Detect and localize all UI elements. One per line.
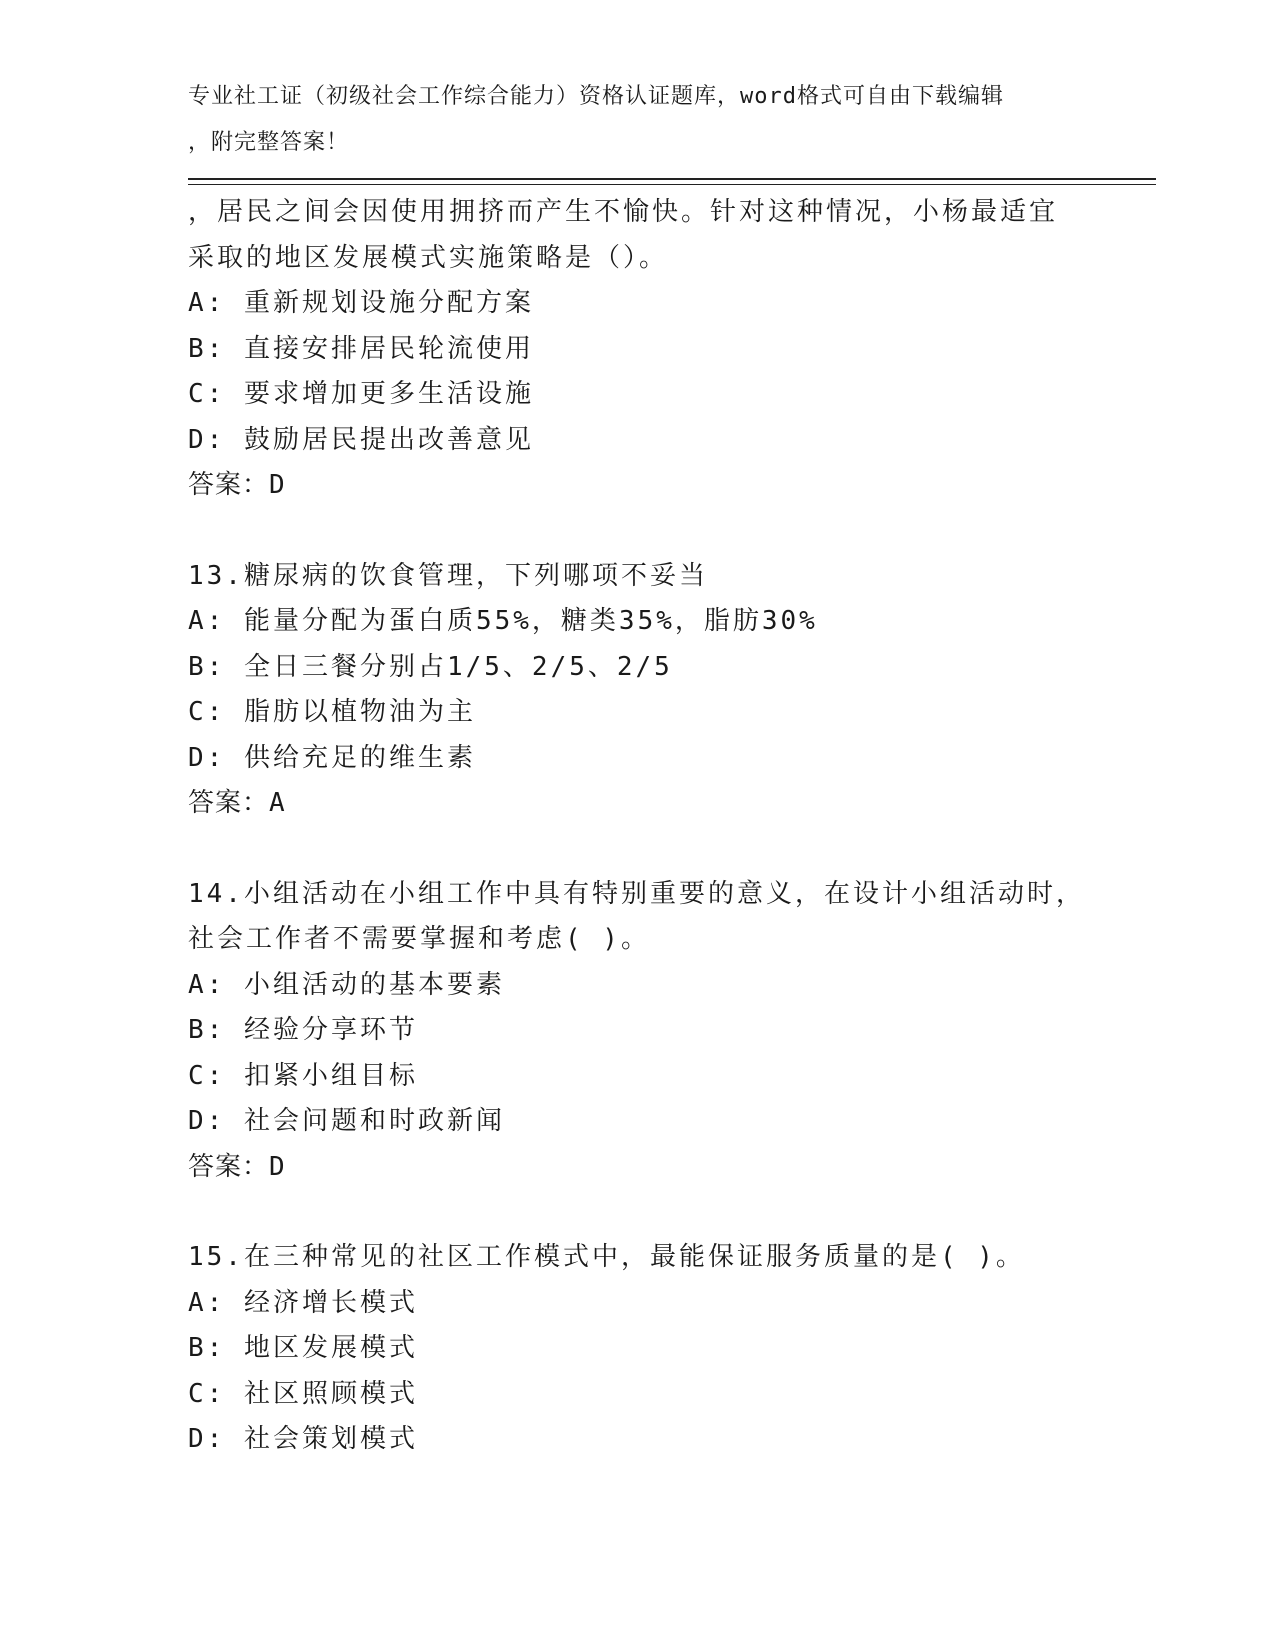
option-c: C: 脂肪以植物油为主	[188, 697, 476, 727]
header-line: ，附完整答案！	[188, 129, 350, 155]
option-d: D: 社会问题和时政新闻	[188, 1106, 505, 1136]
question-stem: 13.糖尿病的饮食管理，下列哪项不妥当	[188, 560, 708, 591]
answer: 答案：D	[188, 470, 286, 500]
option-a: A: 重新规划设施分配方案	[188, 288, 534, 318]
option-c: C: 要求增加更多生活设施	[188, 379, 534, 409]
spacer	[188, 1190, 1088, 1235]
question-stem: 15.在三种常见的社区工作模式中，最能保证服务质量的是( )。	[188, 1242, 1025, 1272]
answer: 答案：A	[188, 788, 286, 818]
question-12	[188, 190, 1088, 509]
option-c: C: 扣紧小组目标	[188, 1060, 418, 1091]
option-b: B: 地区发展模式	[188, 1333, 418, 1363]
question-list	[188, 190, 1088, 1463]
question-stem: ，居民之间会因使用拥挤而产生不愉快。针对这种情况，小杨最适宜	[188, 197, 1059, 227]
option-c: C: 社区照顾模式	[188, 1378, 418, 1409]
question-stem: 社会工作者不需要掌握和考虑( )。	[188, 924, 650, 954]
header-line: 专业社工证（初级社会工作综合能力）资格认证题库，word格式可自由下载编辑	[188, 84, 1004, 109]
option-a: A: 小组活动的基本要素	[188, 969, 505, 1000]
question-stem: 采取的地区发展模式实施策略是（）。	[188, 242, 669, 273]
option-d: D: 供给充足的维生素	[188, 742, 476, 773]
spacer	[188, 509, 1088, 554]
spacer	[188, 827, 1088, 872]
option-b: B: 直接安排居民轮流使用	[188, 333, 534, 364]
question-stem: 14.小组活动在小组工作中具有特别重要的意义，在设计小组活动时，	[188, 878, 1085, 909]
option-d: D: 鼓励居民提出改善意见	[188, 424, 534, 455]
answer: 答案：D	[188, 1151, 286, 1182]
document-header	[188, 74, 1088, 165]
option-d: D: 社会策划模式	[188, 1424, 418, 1454]
question-13	[188, 554, 1088, 827]
header-divider-thin	[188, 184, 1156, 185]
option-b: B: 经验分享环节	[188, 1015, 418, 1045]
option-b: B: 全日三餐分别占1/5、2/5、2/5	[188, 651, 673, 682]
question-15	[188, 1235, 1088, 1463]
option-a: A: 能量分配为蛋白质55%，糖类35%，脂肪30%	[188, 606, 818, 636]
header-divider	[188, 178, 1156, 180]
question-14	[188, 872, 1088, 1191]
option-a: A: 经济增长模式	[188, 1287, 418, 1318]
